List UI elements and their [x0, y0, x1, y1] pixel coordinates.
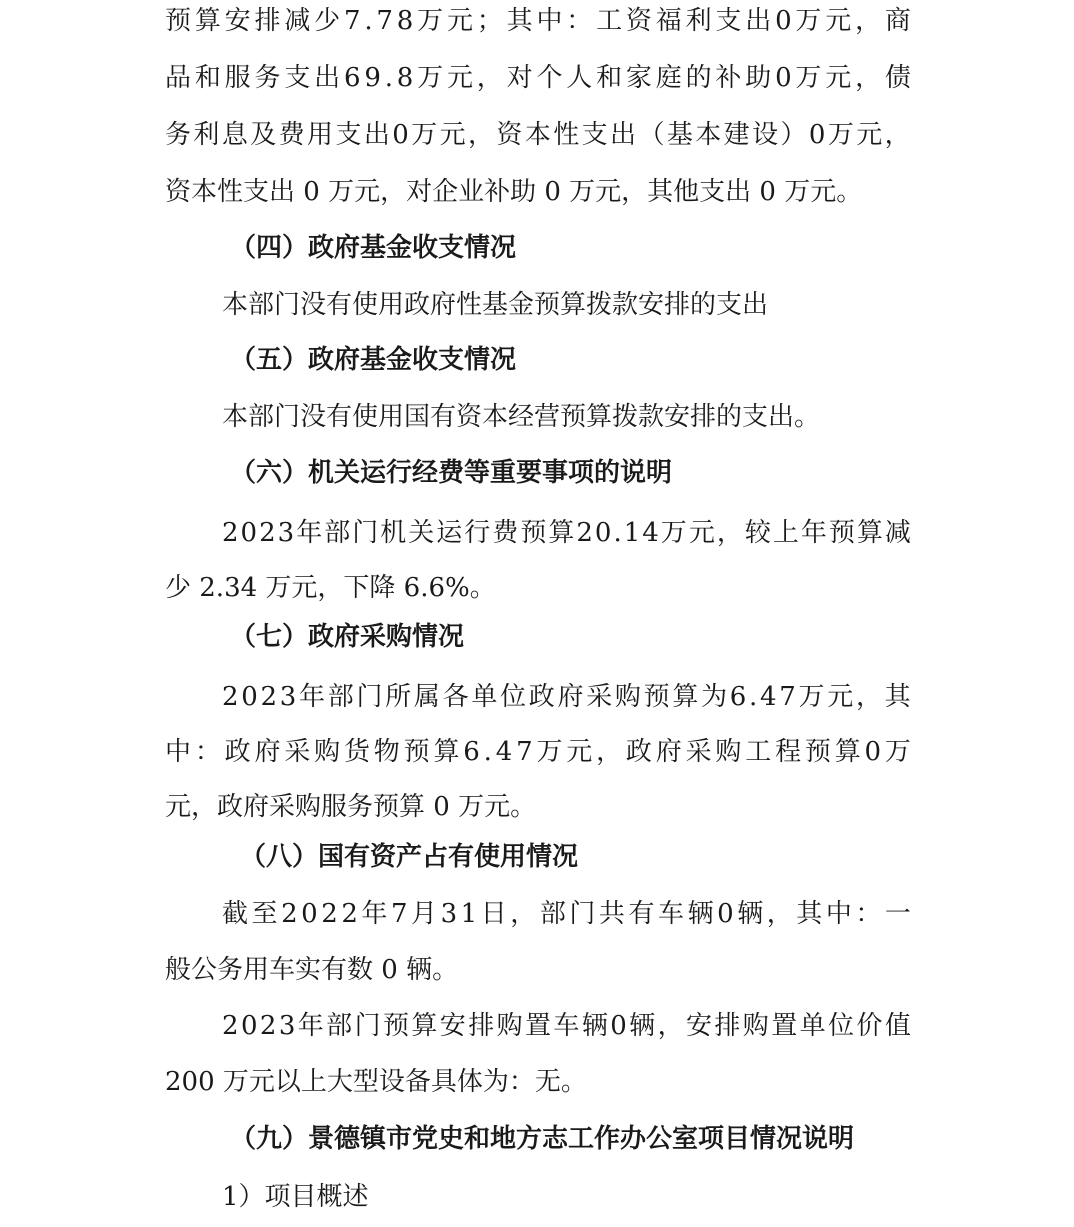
- glyph: 出: [314, 63, 341, 93]
- glyph: 政: [224, 737, 251, 767]
- glyph: ，: [510, 899, 537, 929]
- glyph: 关: [408, 518, 435, 548]
- glyph: 利: [193, 120, 220, 150]
- body-text-line: [165, 953, 911, 987]
- glyph: 元: [825, 63, 852, 93]
- glyph: 8: [396, 63, 414, 93]
- glyph: ：: [855, 899, 882, 929]
- glyph: 基: [666, 120, 693, 150]
- glyph: 2: [260, 682, 278, 712]
- glyph: 福: [655, 6, 682, 36]
- body-text-line: [222, 288, 912, 322]
- glyph: 车: [553, 1011, 580, 1041]
- glyph: 预: [520, 518, 547, 548]
- glyph: 行: [464, 518, 491, 548]
- glyph: 设: [752, 120, 779, 150]
- glyph: 0: [594, 518, 612, 548]
- glyph: 截: [222, 899, 249, 929]
- glyph: 万: [795, 6, 822, 36]
- glyph: 车: [658, 899, 685, 929]
- glyph: 6: [463, 737, 480, 767]
- glyph: 0: [240, 1011, 258, 1041]
- glyph: 排: [254, 6, 281, 36]
- glyph: 较: [744, 518, 771, 548]
- glyph: 元: [688, 518, 715, 548]
- section-heading: [230, 456, 910, 490]
- body-text-line: [165, 175, 911, 209]
- glyph: 运: [436, 518, 463, 548]
- glyph: .: [483, 737, 492, 767]
- glyph: ；: [476, 6, 503, 36]
- glyph: 助: [745, 63, 772, 93]
- glyph: 年: [800, 518, 827, 548]
- glyph: 购: [314, 737, 341, 767]
- glyph: 排: [468, 1011, 495, 1041]
- glyph: 建: [723, 120, 750, 150]
- glyph: 安: [439, 1011, 466, 1041]
- glyph: 本: [695, 120, 722, 150]
- glyph: 支: [335, 120, 362, 150]
- glyph: 对: [506, 63, 533, 93]
- body-text-line: [165, 4, 911, 38]
- glyph: 购: [496, 1011, 523, 1041]
- glyph: 万: [411, 120, 438, 150]
- glyph: 万: [798, 682, 825, 712]
- glyph: 单: [799, 1011, 826, 1041]
- glyph: 安: [224, 6, 251, 36]
- glyph: 采: [586, 682, 613, 712]
- section-heading: [230, 343, 830, 377]
- glyph: ，: [476, 63, 503, 93]
- glyph: 算: [834, 737, 861, 767]
- glyph: 位: [828, 1011, 855, 1041]
- glyph: 购: [614, 682, 641, 712]
- glyph: 和: [596, 63, 623, 93]
- glyph: 程: [775, 737, 802, 767]
- line-text: 本部门没有使用国有资本经营预算拨款安排的支出。: [222, 402, 821, 432]
- glyph: 2: [576, 518, 593, 548]
- glyph: 2: [321, 899, 338, 929]
- glyph: 辆: [737, 899, 764, 929]
- glyph: .: [613, 518, 622, 548]
- glyph: 服: [224, 63, 251, 93]
- glyph: 一: [884, 899, 911, 929]
- line-text: 本部门没有使用政府性基金预算拨款安排的支出: [222, 290, 769, 320]
- glyph: 4: [760, 682, 777, 712]
- glyph: 务: [165, 120, 192, 150]
- glyph: 万: [795, 63, 822, 93]
- glyph: 中: [165, 737, 192, 767]
- glyph: 中: [536, 6, 563, 36]
- glyph: 日: [480, 899, 507, 929]
- body-text-line: [222, 680, 911, 714]
- glyph: 个: [536, 63, 563, 93]
- glyph: 2: [222, 518, 239, 548]
- section-heading: [230, 1122, 920, 1156]
- glyph: ，: [596, 737, 623, 767]
- section-heading: [240, 840, 840, 874]
- glyph: 其: [884, 682, 911, 712]
- glyph: 1: [460, 899, 478, 929]
- glyph: 2: [341, 899, 358, 929]
- glyph: 采: [284, 737, 311, 767]
- glyph: 2: [281, 899, 298, 929]
- glyph: 庭: [655, 63, 682, 93]
- body-text-line: [165, 735, 911, 769]
- glyph: 元: [827, 682, 854, 712]
- glyph: 债: [884, 63, 911, 93]
- glyph: 预: [804, 737, 831, 767]
- glyph: 和: [194, 63, 221, 93]
- glyph: 的: [685, 63, 712, 93]
- glyph: 资: [625, 6, 652, 36]
- line-text: 少 2.34 万元，下降 6.6%。: [165, 573, 496, 603]
- glyph: 府: [655, 737, 682, 767]
- glyph: ，: [855, 63, 882, 93]
- glyph: 年: [361, 899, 388, 929]
- glyph: 家: [625, 63, 652, 93]
- line-text: 1）项目概述: [222, 1182, 369, 1212]
- line-text: 资本性支出 0 万元，对企业补助 0 万元，其他支出 0 万元。: [165, 177, 863, 207]
- glyph: 辆: [629, 1011, 656, 1041]
- glyph: 0: [241, 682, 258, 712]
- body-text-line: [222, 897, 911, 931]
- glyph: 6: [343, 63, 361, 93]
- glyph: 元: [446, 6, 473, 36]
- glyph: 机: [380, 518, 407, 548]
- glyph: 购: [715, 737, 742, 767]
- glyph: 7: [516, 737, 533, 767]
- glyph: 辆: [687, 899, 714, 929]
- glyph: 出: [745, 6, 772, 36]
- glyph: 元: [856, 120, 883, 150]
- glyph: 部: [324, 518, 351, 548]
- glyph: 万: [884, 737, 911, 767]
- glyph: 工: [596, 6, 623, 36]
- glyph: 至: [251, 899, 278, 929]
- glyph: 0: [610, 1011, 627, 1041]
- glyph: 务: [254, 63, 281, 93]
- body-text-line: [222, 400, 912, 434]
- body-text-line: [165, 571, 911, 605]
- glyph: .: [364, 6, 373, 36]
- glyph: 元: [439, 120, 466, 150]
- glyph: 品: [165, 63, 192, 93]
- glyph: 算: [548, 518, 575, 548]
- glyph: 支: [581, 120, 608, 150]
- glyph: 年: [296, 518, 323, 548]
- glyph: 月: [411, 899, 438, 929]
- glyph: 年: [299, 682, 326, 712]
- glyph: .: [384, 63, 393, 93]
- glyph: ）: [780, 120, 807, 150]
- glyph: 为: [701, 682, 728, 712]
- section-heading: [230, 231, 830, 265]
- line-text: 元，政府采购服务预算 0 万元。: [165, 792, 537, 822]
- glyph: 元: [566, 737, 593, 767]
- heading-text: （七）政府采购情况: [230, 622, 465, 652]
- glyph: 本: [524, 120, 551, 150]
- glyph: 支: [284, 63, 311, 93]
- glyph: 2: [222, 682, 239, 712]
- glyph: 2: [259, 518, 276, 548]
- glyph: 算: [433, 737, 460, 767]
- glyph: 价: [856, 1011, 883, 1041]
- glyph: 工: [745, 737, 772, 767]
- glyph: 所: [385, 682, 412, 712]
- heading-text: （八）国有资产占有使用情况: [240, 842, 579, 872]
- glyph: 上: [772, 518, 799, 548]
- glyph: 置: [525, 1011, 552, 1041]
- body-text-line: [165, 61, 911, 95]
- glyph: ，: [468, 120, 495, 150]
- glyph: ，: [884, 120, 911, 150]
- glyph: 3: [278, 1011, 296, 1041]
- glyph: 物: [373, 737, 400, 767]
- glyph: 购: [742, 1011, 769, 1041]
- glyph: 辆: [581, 1011, 608, 1041]
- glyph: 出: [363, 120, 390, 150]
- glyph: 预: [403, 737, 430, 767]
- glyph: 元: [825, 6, 852, 36]
- glyph: 府: [557, 682, 584, 712]
- glyph: 3: [279, 682, 297, 712]
- glyph: 资: [496, 120, 523, 150]
- heading-text: （四）政府基金收支情况: [230, 233, 517, 263]
- glyph: 门: [356, 682, 383, 712]
- glyph: 及: [250, 120, 277, 150]
- glyph: 0: [864, 737, 882, 767]
- section-heading: [230, 620, 830, 654]
- glyph: .: [749, 682, 758, 712]
- glyph: ，: [716, 518, 743, 548]
- glyph: 排: [714, 1011, 741, 1041]
- glyph: 万: [660, 518, 687, 548]
- glyph: 算: [411, 1011, 438, 1041]
- glyph: 7: [779, 682, 796, 712]
- glyph: 部: [539, 899, 566, 929]
- glyph: 8: [396, 6, 414, 36]
- glyph: 算: [194, 6, 221, 36]
- glyph: 补: [715, 63, 742, 93]
- glyph: 其: [796, 899, 823, 929]
- glyph: 性: [553, 120, 580, 150]
- body-text-line: [222, 1180, 622, 1214]
- body-text-line: [165, 118, 911, 152]
- heading-text: （六）机关运行经费等重要事项的说明: [230, 458, 673, 488]
- glyph: 货: [343, 737, 370, 767]
- glyph: 其: [506, 6, 533, 36]
- glyph: 0: [808, 120, 826, 150]
- glyph: 支: [715, 6, 742, 36]
- glyph: 4: [495, 737, 513, 767]
- glyph: 府: [254, 737, 281, 767]
- glyph: ，: [855, 682, 882, 712]
- glyph: 3: [277, 518, 295, 548]
- glyph: ，: [766, 899, 793, 929]
- heading-text: （九）景德镇市党史和地方志工作办公室项目情况说明: [230, 1124, 855, 1154]
- glyph: 费: [492, 518, 519, 548]
- glyph: 预: [828, 518, 855, 548]
- glyph: 2: [259, 1011, 277, 1041]
- glyph: 有: [628, 899, 655, 929]
- glyph: 门: [569, 899, 596, 929]
- glyph: 部: [327, 682, 354, 712]
- glyph: 属: [413, 682, 440, 712]
- glyph: 万: [417, 6, 444, 36]
- glyph: 算: [672, 682, 699, 712]
- glyph: 政: [625, 737, 652, 767]
- glyph: 置: [771, 1011, 798, 1041]
- glyph: 费: [278, 120, 305, 150]
- glyph: 少: [314, 6, 341, 36]
- glyph: 人: [566, 63, 593, 93]
- glyph: ，: [657, 1011, 684, 1041]
- glyph: 0: [717, 899, 734, 929]
- glyph: 位: [500, 682, 527, 712]
- glyph: 7: [390, 899, 408, 929]
- glyph: 预: [165, 6, 192, 36]
- body-text-line: [165, 1065, 911, 1099]
- glyph: 减: [884, 518, 911, 548]
- glyph: 0: [240, 518, 258, 548]
- glyph: 年: [297, 1011, 324, 1041]
- glyph: 万: [827, 120, 854, 150]
- body-text-line: [165, 790, 911, 824]
- body-text-line: [222, 516, 911, 550]
- glyph: 万: [536, 737, 563, 767]
- glyph: 政: [528, 682, 555, 712]
- glyph: 门: [352, 518, 379, 548]
- glyph: 0: [775, 63, 792, 93]
- glyph: 7: [343, 6, 361, 36]
- glyph: 值: [884, 1011, 911, 1041]
- glyph: 商: [884, 6, 911, 36]
- glyph: 采: [685, 737, 712, 767]
- glyph: ：: [194, 737, 221, 767]
- glyph: 0: [301, 899, 318, 929]
- glyph: 4: [642, 518, 659, 548]
- glyph: 6: [729, 682, 747, 712]
- glyph: 3: [440, 899, 458, 929]
- glyph: 利: [685, 6, 712, 36]
- glyph: 各: [442, 682, 469, 712]
- glyph: 7: [376, 6, 393, 36]
- glyph: 元: [446, 63, 473, 93]
- glyph: 减: [284, 6, 311, 36]
- glyph: 1: [623, 518, 641, 548]
- glyph: 算: [856, 518, 883, 548]
- glyph: 预: [643, 682, 670, 712]
- glyph: 共: [598, 899, 625, 929]
- heading-text: （五）政府基金收支情况: [230, 345, 517, 375]
- glyph: ，: [855, 6, 882, 36]
- glyph: 单: [471, 682, 498, 712]
- line-text: 般公务用车实有数 0 辆。: [165, 955, 459, 985]
- glyph: 息: [221, 120, 248, 150]
- line-text: 200 万元以上大型设备具体为：无。: [165, 1067, 587, 1097]
- glyph: 部: [326, 1011, 353, 1041]
- glyph: 预: [382, 1011, 409, 1041]
- glyph: 门: [354, 1011, 381, 1041]
- glyph: 0: [392, 120, 409, 150]
- glyph: ：: [566, 6, 593, 36]
- body-text-line: [222, 1009, 911, 1043]
- glyph: 0: [775, 6, 792, 36]
- glyph: 出: [610, 120, 637, 150]
- glyph: 用: [307, 120, 334, 150]
- glyph: 安: [685, 1011, 712, 1041]
- glyph: 万: [417, 63, 444, 93]
- glyph: 2: [222, 1011, 239, 1041]
- glyph: 9: [364, 63, 381, 93]
- glyph: 中: [825, 899, 852, 929]
- glyph: （: [638, 120, 665, 150]
